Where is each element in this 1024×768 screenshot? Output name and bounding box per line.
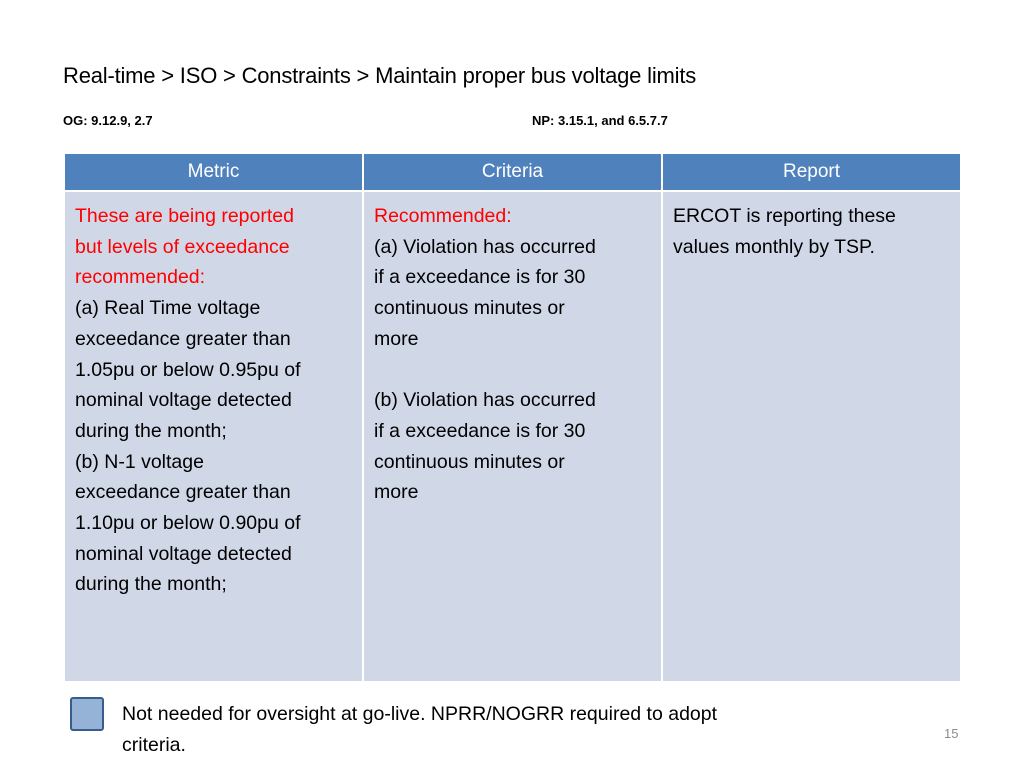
text-line: (a) Violation has occurred: [374, 235, 596, 258]
criteria-note: Recommended:: [374, 205, 512, 227]
legend-swatch: [70, 697, 104, 731]
metric-note: [75, 201, 353, 293]
text-line: more: [374, 327, 419, 350]
header-metric: Metric: [64, 153, 363, 191]
text-line: (b) Violation has occurred: [374, 389, 596, 412]
text-line: values monthly by TSP.: [673, 235, 875, 258]
text-line: more: [374, 481, 419, 504]
text-line: 1.10pu or below 0.90pu of: [75, 512, 301, 535]
text-line: 1.05pu or below 0.95pu of: [75, 358, 301, 381]
metric-details: [75, 293, 353, 600]
text-line: during the month;: [75, 419, 227, 442]
slide-title: Real-time > ISO > Constraints > Maintain proper bus voltage limits: [63, 63, 697, 88]
og-reference: OG: 9.12.9, 2.7: [63, 113, 153, 128]
text-line: during the month;: [75, 573, 227, 596]
text-line: nominal voltage detected: [75, 542, 292, 565]
legend-text: [122, 699, 862, 760]
metrics-table: [63, 152, 962, 683]
metric-cell: [64, 191, 363, 682]
text-line: recommended:: [75, 266, 206, 289]
page-number: 15: [944, 726, 959, 741]
text-line: Not needed for oversight at go-live. NPRR/NOGRR required to adopt: [122, 703, 718, 725]
text-line: These are being reported: [75, 205, 294, 227]
paragraph-gap: [374, 355, 652, 386]
text-line: exceedance greater than: [75, 481, 291, 504]
text-line: (b) N-1 voltage: [75, 450, 204, 473]
text-line: (a) Real Time voltage: [75, 297, 261, 320]
text-line: if a exceedance is for 30: [374, 266, 586, 289]
text-line: continuous minutes or: [374, 297, 565, 320]
criteria-cell: [363, 191, 662, 682]
text-line: criteria.: [122, 733, 186, 756]
report-cell: [662, 191, 961, 682]
text-line: if a exceedance is for 30: [374, 419, 586, 442]
text-line: continuous minutes or: [374, 450, 565, 473]
text-line: exceedance greater than: [75, 327, 291, 350]
np-reference: NP: 3.15.1, and 6.5.7.7: [532, 113, 668, 128]
table-header-row: [64, 153, 961, 191]
header-report: Report: [662, 153, 961, 191]
text-line: but levels of exceedance: [75, 235, 290, 258]
text-line: ERCOT is reporting these: [673, 205, 896, 227]
header-criteria: Criteria: [363, 153, 662, 191]
text-line: nominal voltage detected: [75, 389, 292, 412]
criteria-block-b: [374, 385, 652, 508]
criteria-block-a: [374, 232, 652, 355]
table-row: [64, 191, 961, 682]
